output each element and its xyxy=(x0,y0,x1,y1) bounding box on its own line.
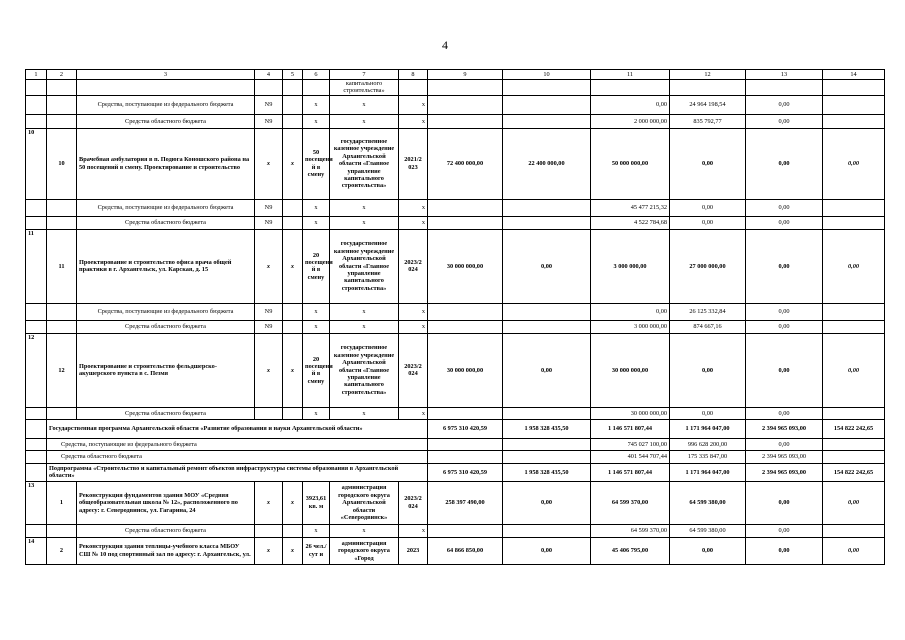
flag-cell: x xyxy=(283,481,303,524)
amount-cell: 0,00 xyxy=(670,537,746,564)
customer-cell: капитального строительства» xyxy=(330,80,399,96)
column-header-1: 1 xyxy=(26,70,47,80)
amount-cell: 64 599 370,00 xyxy=(591,524,670,537)
amount-cell: 2 394 965 093,00 xyxy=(746,450,823,463)
amount-cell: 0,00 xyxy=(746,303,823,320)
row-number-cell: 10 xyxy=(26,128,47,199)
amount-cell: 64 599 370,00 xyxy=(591,481,670,524)
empty-cell xyxy=(47,80,77,96)
amount-cell xyxy=(823,450,885,463)
amount-cell xyxy=(503,199,591,216)
column-header-4: 4 xyxy=(255,70,283,80)
code-cell: x xyxy=(255,333,283,407)
customer-cell: администрация городского округа «Город xyxy=(330,537,399,564)
column-header-14: 14 xyxy=(823,70,885,80)
total-cost-cell xyxy=(428,303,503,320)
amount-cell: 996 628 200,00 xyxy=(670,438,746,450)
capacity-cell: x xyxy=(303,95,330,114)
empty-cell xyxy=(283,80,303,96)
project-row xyxy=(26,333,885,407)
code-cell: x xyxy=(255,128,283,199)
empty-cell xyxy=(47,303,77,320)
amount-cell: 0,00 xyxy=(823,229,885,303)
code-cell: x xyxy=(255,229,283,303)
total-cost-cell: 6 975 310 420,59 xyxy=(428,463,503,481)
amount-cell: 0,00 xyxy=(746,481,823,524)
total-cost-cell xyxy=(428,114,503,128)
flag-cell: x xyxy=(283,229,303,303)
code-cell: N9 xyxy=(255,95,283,114)
amount-cell xyxy=(503,216,591,229)
funding-source-label: Средства областного бюджета xyxy=(77,407,255,419)
empty-cell xyxy=(47,95,77,114)
project-name-cell: Проектирование и строительство фельдшерско-акушерского пункта в с. Пезмя xyxy=(77,333,255,407)
row-number-cell: 12 xyxy=(26,333,47,407)
empty-cell xyxy=(47,199,77,216)
amount-cell xyxy=(823,320,885,333)
customer-cell: x xyxy=(330,303,399,320)
amount-cell: 26 125 332,84 xyxy=(670,303,746,320)
empty-cell xyxy=(283,524,303,537)
customer-cell: государственное казенное учреждение Архангельской области «Главное управление капитального строительства» xyxy=(330,128,399,199)
total-cost-cell xyxy=(428,320,503,333)
empty-cell xyxy=(26,199,47,216)
amount-cell: 0,00 xyxy=(746,333,823,407)
code-cell xyxy=(255,524,283,537)
funding-source-row xyxy=(26,216,885,229)
total-cost-cell: 30 000 000,00 xyxy=(428,333,503,407)
capacity-cell: x xyxy=(303,114,330,128)
amount-cell: 0,00 xyxy=(503,229,591,303)
empty-cell xyxy=(77,80,255,96)
amount-cell: 0,00 xyxy=(746,199,823,216)
column-header-7: 7 xyxy=(330,70,399,80)
empty-cell xyxy=(26,80,47,96)
customer-cell: x xyxy=(330,320,399,333)
funding-source-row xyxy=(26,114,885,128)
funding-source-label: Средства, поступающие из федерального бюджета xyxy=(47,438,428,450)
total-cost-cell xyxy=(428,95,503,114)
amount-cell: 0,00 xyxy=(746,128,823,199)
empty-cell xyxy=(26,438,47,450)
amount-cell: 0,00 xyxy=(591,95,670,114)
amount-cell: 22 400 000,00 xyxy=(503,128,591,199)
capacity-cell: x xyxy=(303,407,330,419)
funding-source-label: Средства, поступающие из федерального бюджета xyxy=(77,303,255,320)
amount-cell xyxy=(503,303,591,320)
empty-cell xyxy=(47,114,77,128)
customer-cell: x xyxy=(330,524,399,537)
program-funding-row xyxy=(26,450,885,463)
empty-cell xyxy=(283,303,303,320)
amount-cell: 745 027 100,00 xyxy=(591,438,670,450)
period-cell: 2023/2 024 xyxy=(399,333,428,407)
amount-cell: 64 599 380,00 xyxy=(670,481,746,524)
capacity-cell: 3923,61 кв. м xyxy=(303,481,330,524)
flag-cell: x xyxy=(283,537,303,564)
construction-program-table xyxy=(25,69,885,565)
item-number-cell: 1 xyxy=(47,481,77,524)
total-cost-cell xyxy=(428,199,503,216)
amount-cell: 64 599 380,00 xyxy=(670,524,746,537)
amount-cell: 0,00 xyxy=(746,524,823,537)
amount-cell xyxy=(823,95,885,114)
amount-cell: 0,00 xyxy=(823,481,885,524)
funding-source-label: Средства областного бюджета xyxy=(77,216,255,229)
project-row xyxy=(26,128,885,199)
period-cell: 2023/2 024 xyxy=(399,229,428,303)
amount-cell: 0,00 xyxy=(503,333,591,407)
amount-cell: 0,00 xyxy=(746,114,823,128)
amount-cell: 4 522 784,68 xyxy=(591,216,670,229)
funding-source-label: Средства, поступающие из федерального бюджета xyxy=(77,95,255,114)
code-cell: x xyxy=(255,481,283,524)
column-header-8: 8 xyxy=(399,70,428,80)
amount-cell: 0,00 xyxy=(670,128,746,199)
funding-source-row xyxy=(26,407,885,419)
empty-cell xyxy=(47,524,77,537)
period-cell: x xyxy=(399,95,428,114)
amount-cell xyxy=(823,407,885,419)
amount-cell: 0,00 xyxy=(823,537,885,564)
amount-cell: 3 000 000,00 xyxy=(591,229,670,303)
period-cell: x xyxy=(399,320,428,333)
code-cell: N9 xyxy=(255,303,283,320)
amount-cell: 50 000 000,00 xyxy=(591,128,670,199)
empty-cell xyxy=(283,199,303,216)
amount-cell: 0,00 xyxy=(670,199,746,216)
empty-cell xyxy=(26,524,47,537)
column-header-5: 5 xyxy=(283,70,303,80)
amount-cell: 401 544 707,44 xyxy=(591,450,670,463)
amount-cell xyxy=(503,524,591,537)
empty-cell xyxy=(283,216,303,229)
period-cell: 2021/2 023 xyxy=(399,128,428,199)
total-cost-cell: 64 866 850,00 xyxy=(428,537,503,564)
period-cell: x xyxy=(399,407,428,419)
code-cell: N9 xyxy=(255,114,283,128)
funding-source-label: Средства областного бюджета xyxy=(77,320,255,333)
empty-cell xyxy=(26,216,47,229)
funding-source-row xyxy=(26,199,885,216)
row-number-cell: 13 xyxy=(26,481,47,524)
column-header-10: 10 xyxy=(503,70,591,80)
capacity-cell: 26 чел./сут и xyxy=(303,537,330,564)
period-cell: x xyxy=(399,216,428,229)
empty-cell xyxy=(47,320,77,333)
total-cost-cell xyxy=(428,216,503,229)
total-cost-cell xyxy=(428,524,503,537)
empty-cell xyxy=(428,80,503,96)
amount-cell: 0,00 xyxy=(503,481,591,524)
empty-cell xyxy=(399,80,428,96)
item-number-cell: 2 xyxy=(47,537,77,564)
amount-cell xyxy=(503,95,591,114)
customer-cell: x xyxy=(330,407,399,419)
amount-cell: 1 171 964 047,00 xyxy=(670,463,746,481)
amount-cell: 45 477 215,32 xyxy=(591,199,670,216)
empty-cell xyxy=(591,80,670,96)
code-cell xyxy=(255,407,283,419)
empty-cell xyxy=(26,303,47,320)
customer-cell: x xyxy=(330,114,399,128)
amount-cell: 1 146 571 807,44 xyxy=(591,463,670,481)
project-name-cell: Врачебная амбулатория в п. Подюга Коношского района на 50 посещений в смену. Проектирование и строительство xyxy=(77,128,255,199)
row-number-cell: 11 xyxy=(26,229,47,303)
amount-cell: 0,00 xyxy=(746,537,823,564)
flag-cell: x xyxy=(283,333,303,407)
project-name-cell: Реконструкция здания теплицы-учебного класса МБОУ СШ № 10 под спортивный зал по адресу: г. Архангельск, ул. xyxy=(77,537,255,564)
amount-cell: 27 000 000,00 xyxy=(670,229,746,303)
amount-cell: 0,00 xyxy=(670,333,746,407)
amount-cell: 1 958 328 435,50 xyxy=(503,419,591,438)
empty-cell xyxy=(47,407,77,419)
amount-cell: 1 171 964 047,00 xyxy=(670,419,746,438)
project-row xyxy=(26,229,885,303)
empty-cell xyxy=(26,450,47,463)
amount-cell: 175 335 847,00 xyxy=(670,450,746,463)
amount-cell: 835 792,77 xyxy=(670,114,746,128)
period-cell: x xyxy=(399,524,428,537)
customer-cell: государственное казенное учреждение Архангельской области «Главное управление капитального строительства» xyxy=(330,333,399,407)
code-cell: N9 xyxy=(255,216,283,229)
flag-cell: x xyxy=(283,128,303,199)
program-name-cell: Подпрограмма «Строительство и капитальный ремонт объектов инфраструктуры системы образования в Архангельской области» xyxy=(47,463,428,481)
amount-cell xyxy=(503,320,591,333)
funding-source-label: Средства областного бюджета xyxy=(77,114,255,128)
amount-cell: 0,00 xyxy=(503,537,591,564)
amount-cell: 30 000 000,00 xyxy=(591,333,670,407)
amount-cell: 2 394 965 093,00 xyxy=(746,419,823,438)
funding-source-row xyxy=(26,320,885,333)
funding-source-row xyxy=(26,524,885,537)
capacity-cell: x xyxy=(303,303,330,320)
empty-cell xyxy=(283,95,303,114)
amount-cell: 45 406 795,00 xyxy=(591,537,670,564)
total-cost-cell: 258 397 490,00 xyxy=(428,481,503,524)
amount-cell: 154 822 242,65 xyxy=(823,419,885,438)
amount-cell: 30 000 000,00 xyxy=(591,407,670,419)
customer-cell: администрация городского округа Архангельской области «Северодвинск» xyxy=(330,481,399,524)
total-cost-cell: 72 400 000,00 xyxy=(428,128,503,199)
amount-cell: 2 394 965 093,00 xyxy=(746,463,823,481)
period-cell: 2023 xyxy=(399,537,428,564)
project-name-cell: Реконструкция фундаментов здания МОУ «Средняя общеобразовательная школа № 12», расположенного по адресу: г. Северодвинск, ул. Гагарина, 24 xyxy=(77,481,255,524)
funding-source-label: Средства, поступающие из федерального бюджета xyxy=(77,199,255,216)
column-header-9: 9 xyxy=(428,70,503,80)
total-cost-cell: 6 975 310 420,59 xyxy=(428,419,503,438)
amount-cell: 2 000 000,00 xyxy=(591,114,670,128)
amount-cell: 3 000 000,00 xyxy=(591,320,670,333)
empty-cell xyxy=(47,216,77,229)
total-cost-cell xyxy=(428,407,503,419)
project-row xyxy=(26,481,885,524)
amount-cell xyxy=(823,524,885,537)
amount-cell xyxy=(503,438,591,450)
total-cost-cell xyxy=(428,438,503,450)
project-name-cell: Проектирование и строительство офиса врача общей практики в г. Архангельск, ул. Карская, д. 15 xyxy=(77,229,255,303)
amount-cell xyxy=(823,438,885,450)
empty-cell xyxy=(746,80,823,96)
program-total-row xyxy=(26,463,885,481)
column-header-3: 3 xyxy=(77,70,255,80)
amount-cell xyxy=(503,114,591,128)
column-header-6: 6 xyxy=(303,70,330,80)
amount-cell: 874 667,16 xyxy=(670,320,746,333)
customer-cell: x xyxy=(330,199,399,216)
amount-cell: 1 958 328 435,50 xyxy=(503,463,591,481)
amount-cell: 154 822 242,65 xyxy=(823,463,885,481)
program-funding-row xyxy=(26,438,885,450)
page-number: 4 xyxy=(442,38,448,52)
column-header-2: 2 xyxy=(47,70,77,80)
item-number-cell: 10 xyxy=(47,128,77,199)
item-number-cell: 11 xyxy=(47,229,77,303)
project-row xyxy=(26,537,885,564)
customer-cell: x xyxy=(330,216,399,229)
empty-cell xyxy=(823,80,885,96)
empty-cell xyxy=(283,114,303,128)
code-cell: N9 xyxy=(255,320,283,333)
funding-source-label: Средства областного бюджета xyxy=(77,524,255,537)
total-cost-cell: 30 000 000,00 xyxy=(428,229,503,303)
customer-cell: государственное казенное учреждение Архангельской области «Главное управление капитального строительства» xyxy=(330,229,399,303)
empty-cell xyxy=(670,80,746,96)
code-cell: N9 xyxy=(255,199,283,216)
funding-source-label: Средства областного бюджета xyxy=(47,450,428,463)
amount-cell xyxy=(823,114,885,128)
amount-cell xyxy=(503,407,591,419)
row-number-cell: 14 xyxy=(26,537,47,564)
period-cell: x xyxy=(399,303,428,320)
capacity-cell: x xyxy=(303,216,330,229)
total-cost-cell xyxy=(428,450,503,463)
amount-cell: 1 146 571 807,44 xyxy=(591,419,670,438)
amount-cell: 0,00 xyxy=(746,229,823,303)
period-cell: x xyxy=(399,199,428,216)
amount-cell xyxy=(823,216,885,229)
empty-cell xyxy=(26,407,47,419)
amount-cell: 0,00 xyxy=(746,407,823,419)
column-header-12: 12 xyxy=(670,70,746,80)
column-header-13: 13 xyxy=(746,70,823,80)
capacity-cell: x xyxy=(303,320,330,333)
empty-cell xyxy=(303,80,330,96)
continuation-row xyxy=(26,80,885,96)
empty-cell xyxy=(26,320,47,333)
amount-cell: 0,00 xyxy=(746,438,823,450)
amount-cell: 0,00 xyxy=(746,216,823,229)
column-header-11: 11 xyxy=(591,70,670,80)
code-cell: x xyxy=(255,537,283,564)
capacity-cell: 20 посещени й в смену xyxy=(303,333,330,407)
period-cell: x xyxy=(399,114,428,128)
capacity-cell: 20 посещени й в смену xyxy=(303,229,330,303)
period-cell: 2023/2 024 xyxy=(399,481,428,524)
amount-cell xyxy=(823,199,885,216)
amount-cell: 0,00 xyxy=(746,320,823,333)
customer-cell: x xyxy=(330,95,399,114)
empty-cell xyxy=(283,407,303,419)
empty-cell xyxy=(503,80,591,96)
capacity-cell: x xyxy=(303,199,330,216)
amount-cell xyxy=(823,303,885,320)
amount-cell: 0,00 xyxy=(591,303,670,320)
empty-cell xyxy=(26,114,47,128)
amount-cell: 0,00 xyxy=(823,333,885,407)
program-total-row xyxy=(26,419,885,438)
amount-cell xyxy=(503,450,591,463)
empty-cell xyxy=(283,320,303,333)
capacity-cell: x xyxy=(303,524,330,537)
empty-cell xyxy=(26,95,47,114)
amount-cell: 0,00 xyxy=(823,128,885,199)
empty-cell xyxy=(26,463,47,481)
item-number-cell: 12 xyxy=(47,333,77,407)
amount-cell: 24 964 198,54 xyxy=(670,95,746,114)
column-number-row xyxy=(26,70,885,80)
program-name-cell: Государственная программа Архангельской области «Развитие образования и науки Архангельской области» xyxy=(47,419,428,438)
amount-cell: 0,00 xyxy=(670,216,746,229)
amount-cell: 0,00 xyxy=(746,95,823,114)
capacity-cell: 50 посещени й в смену xyxy=(303,128,330,199)
empty-cell xyxy=(26,419,47,438)
amount-cell: 0,00 xyxy=(670,407,746,419)
funding-source-row xyxy=(26,303,885,320)
funding-source-row xyxy=(26,95,885,114)
empty-cell xyxy=(255,80,283,96)
